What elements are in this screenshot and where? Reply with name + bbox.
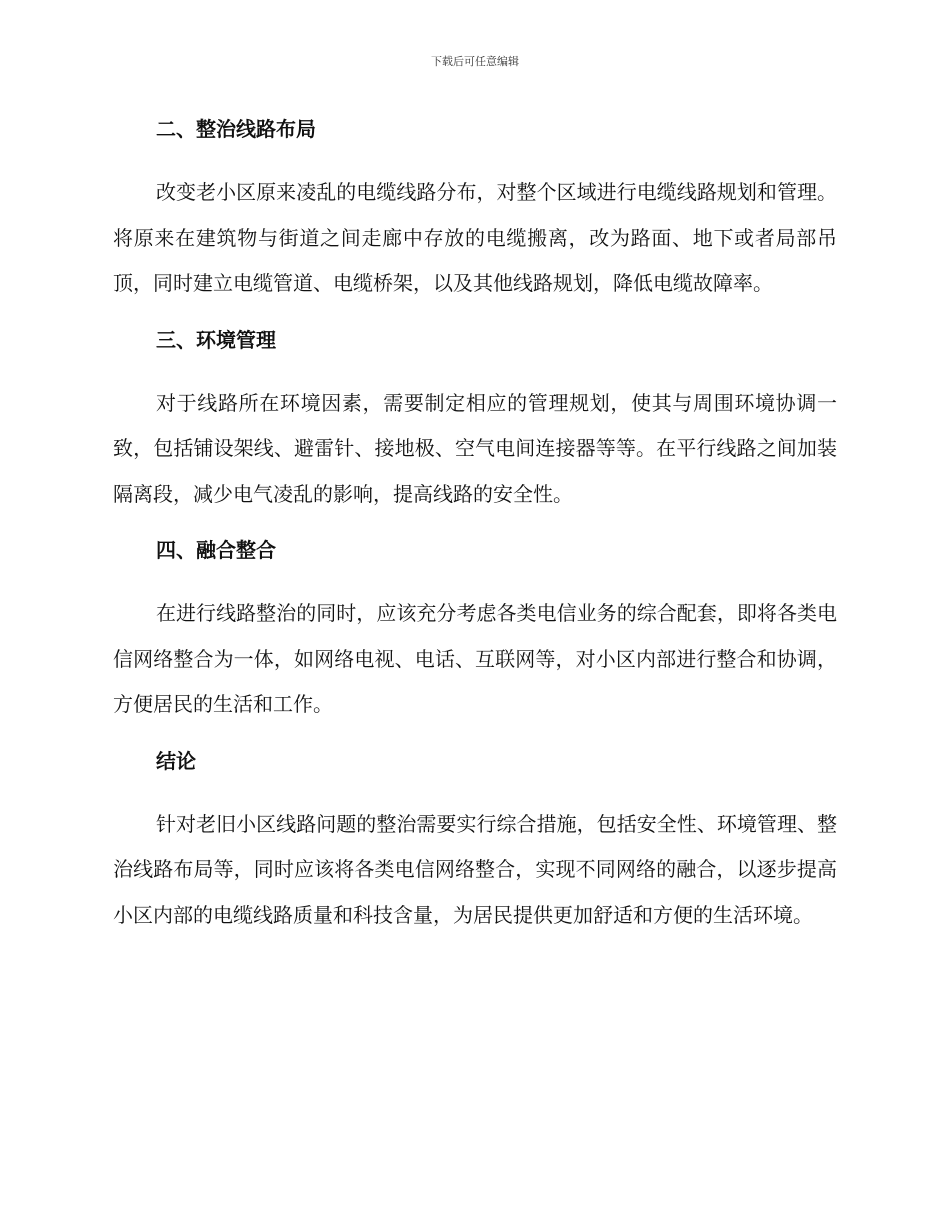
- document-body: [113, 112, 837, 938]
- section-paragraph-environment: 对于线路所在环境因素，需要制定相应的管理规划，使其与周围环境协调一致，包括铺设架线、避雷针、接地极、空气电间连接器等等。在平行线路之间加装隔离段，减少电气凌乱的影响，提高线路的安全性。: [113, 390, 837, 506]
- section-heading-environment: 三、环境管理: [156, 327, 276, 352]
- section-heading-conclusion: 结论: [156, 748, 196, 773]
- section-heading-layout: 二、整治线路布局: [156, 117, 316, 141]
- page-header-note: 下载后可任意编辑: [431, 55, 519, 68]
- section-paragraph-integration: 在进行线路整治的同时，应该充分考虑各类电信业务的综合配套，即将各类电信网络整合为一体，如网络电视、电话、互联网等，对小区内部进行整合和协调，方便居民的生活和工作。: [113, 601, 837, 716]
- section-paragraph-conclusion: 针对老旧小区线路问题的整治需要实行综合措施，包括安全性、环境管理、整治线路布局等，同时应该将各类电信网络整合，实现不同网络的融合，以逐步提高小区内部的电缆线路质量和科技含量，为居民提供更加舒适和方便的生活环境。: [113, 811, 837, 927]
- section-heading-integration: 四、融合整合: [156, 538, 276, 562]
- section-paragraph-layout: 改变老小区原来凌乱的电缆线路分布，对整个区域进行电缆线路规划和管理。将原来在建筑物与街道之间走廊中存放的电缆搬离，改为路面、地下或者局部吊顶，同时建立电缆管道、电缆桥架，以及其他线路规划，降低电缆故障率。: [113, 180, 837, 295]
